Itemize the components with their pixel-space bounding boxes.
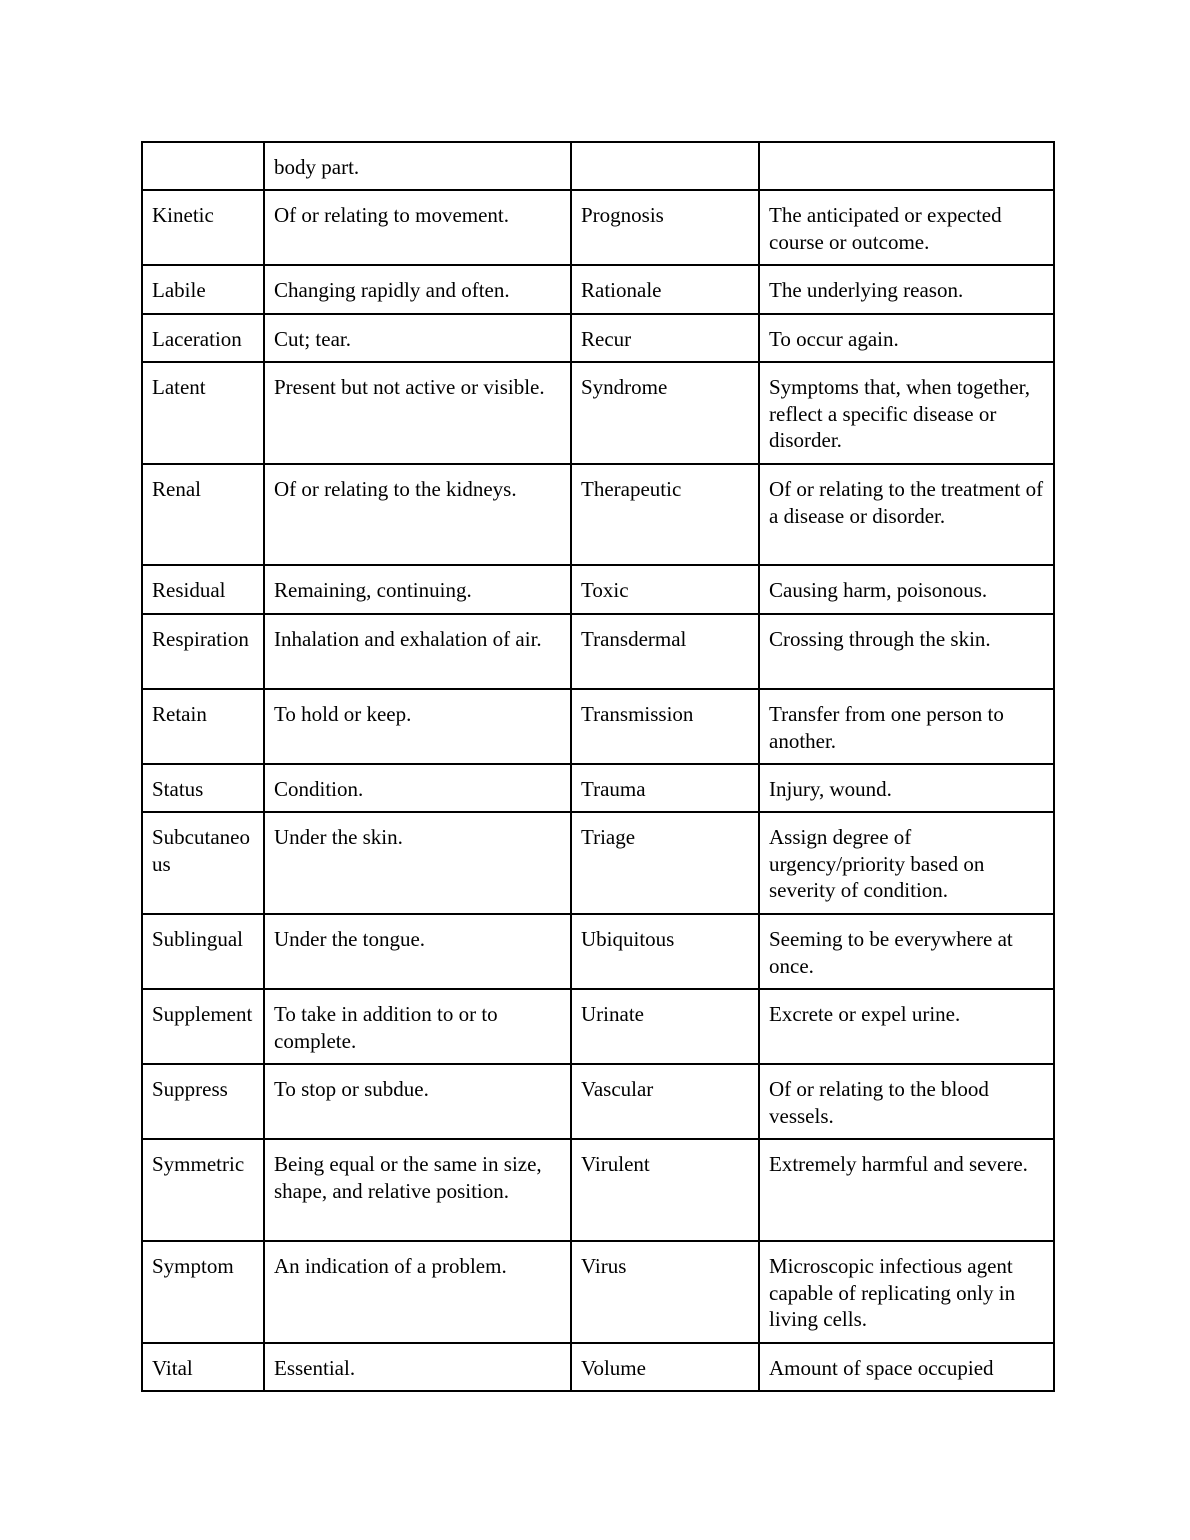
table-row: [142, 1139, 1054, 1241]
table-row: [142, 764, 1054, 812]
left-term-cell: Symptom: [142, 1241, 264, 1343]
right-term-cell: Volume: [571, 1343, 759, 1391]
right-term-cell: Syndrome: [571, 362, 759, 464]
right-term-cell: Prognosis: [571, 190, 759, 265]
left-term-cell: Kinetic: [142, 190, 264, 265]
left-term-cell: Supplement: [142, 989, 264, 1064]
right-term-cell: Recur: [571, 314, 759, 362]
right-definition-cell: Symptoms that, when together, reflect a specific disease or disorder.: [759, 362, 1054, 464]
table-row: [142, 314, 1054, 362]
left-term-cell: Renal: [142, 464, 264, 565]
left-term-cell: Latent: [142, 362, 264, 464]
left-definition-cell: Remaining, continuing.: [264, 565, 571, 614]
left-definition-cell: Inhalation and exhalation of air.: [264, 614, 571, 689]
left-term-cell: Sublingual: [142, 914, 264, 989]
left-definition-cell: Under the tongue.: [264, 914, 571, 989]
right-term-cell: Urinate: [571, 989, 759, 1064]
right-definition-cell: To occur again.: [759, 314, 1054, 362]
right-definition-cell: Microscopic infectious agent capable of replicating only in living cells.: [759, 1241, 1054, 1343]
left-definition-cell: Condition.: [264, 764, 571, 812]
table-row: [142, 142, 1054, 190]
right-term-cell: Trauma: [571, 764, 759, 812]
left-term-cell: [142, 142, 264, 190]
left-definition-cell: Being equal or the same in size, shape, and relative position.: [264, 1139, 571, 1241]
table-row: [142, 362, 1054, 464]
left-term-cell: Symmetric: [142, 1139, 264, 1241]
left-definition-cell: Of or relating to movement.: [264, 190, 571, 265]
left-definition-cell: Cut; tear.: [264, 314, 571, 362]
right-definition-cell: The anticipated or expected course or outcome.: [759, 190, 1054, 265]
right-definition-cell: Causing harm, poisonous.: [759, 565, 1054, 614]
right-definition-cell: Amount of space occupied: [759, 1343, 1054, 1391]
left-definition-cell: To take in addition to or to complete.: [264, 989, 571, 1064]
left-definition-cell: To stop or subdue.: [264, 1064, 571, 1139]
left-term-cell: Labile: [142, 265, 264, 314]
table-row: [142, 812, 1054, 914]
left-term-cell: Residual: [142, 565, 264, 614]
left-term-cell: Retain: [142, 689, 264, 764]
right-definition-cell: Of or relating to the blood vessels.: [759, 1064, 1054, 1139]
table-row: [142, 614, 1054, 689]
right-term-cell: Ubiquitous: [571, 914, 759, 989]
right-definition-cell: Transfer from one person to another.: [759, 689, 1054, 764]
left-term-cell: Laceration: [142, 314, 264, 362]
glossary-table: [141, 141, 1055, 1392]
right-definition-cell: Seeming to be everywhere at once.: [759, 914, 1054, 989]
right-definition-cell: Crossing through the skin.: [759, 614, 1054, 689]
left-term-cell: Subcutaneous: [142, 812, 264, 914]
left-definition-cell: Of or relating to the kidneys.: [264, 464, 571, 565]
right-term-cell: Rationale: [571, 265, 759, 314]
right-definition-cell: Extremely harmful and severe.: [759, 1139, 1054, 1241]
right-term-cell: Triage: [571, 812, 759, 914]
right-term-cell: Virus: [571, 1241, 759, 1343]
table-row: [142, 1241, 1054, 1343]
right-definition-cell: Of or relating to the treatment of a disease or disorder.: [759, 464, 1054, 565]
left-term-cell: Status: [142, 764, 264, 812]
left-definition-cell: To hold or keep.: [264, 689, 571, 764]
left-definition-cell: Essential.: [264, 1343, 571, 1391]
left-term-cell: Vital: [142, 1343, 264, 1391]
left-definition-cell: Present but not active or visible.: [264, 362, 571, 464]
right-definition-cell: Assign degree of urgency/priority based on severity of condition.: [759, 812, 1054, 914]
table-row: [142, 1343, 1054, 1391]
left-definition-cell: Changing rapidly and often.: [264, 265, 571, 314]
left-term-cell: Suppress: [142, 1064, 264, 1139]
left-definition-cell: Under the skin.: [264, 812, 571, 914]
left-term-cell: Respiration: [142, 614, 264, 689]
table-row: [142, 565, 1054, 614]
right-term-cell: Therapeutic: [571, 464, 759, 565]
right-term-cell: Vascular: [571, 1064, 759, 1139]
right-term-cell: [571, 142, 759, 190]
right-term-cell: Virulent: [571, 1139, 759, 1241]
right-definition-cell: [759, 142, 1054, 190]
table-row: [142, 989, 1054, 1064]
right-definition-cell: Injury, wound.: [759, 764, 1054, 812]
glossary-table-body: [142, 142, 1054, 1391]
table-row: [142, 1064, 1054, 1139]
right-term-cell: Transmission: [571, 689, 759, 764]
right-term-cell: Transdermal: [571, 614, 759, 689]
table-row: [142, 689, 1054, 764]
table-row: [142, 265, 1054, 314]
table-row: [142, 464, 1054, 565]
right-definition-cell: The underlying reason.: [759, 265, 1054, 314]
left-definition-cell: An indication of a problem.: [264, 1241, 571, 1343]
right-definition-cell: Excrete or expel urine.: [759, 989, 1054, 1064]
table-row: [142, 914, 1054, 989]
right-term-cell: Toxic: [571, 565, 759, 614]
left-definition-cell: body part.: [264, 142, 571, 190]
table-row: [142, 190, 1054, 265]
